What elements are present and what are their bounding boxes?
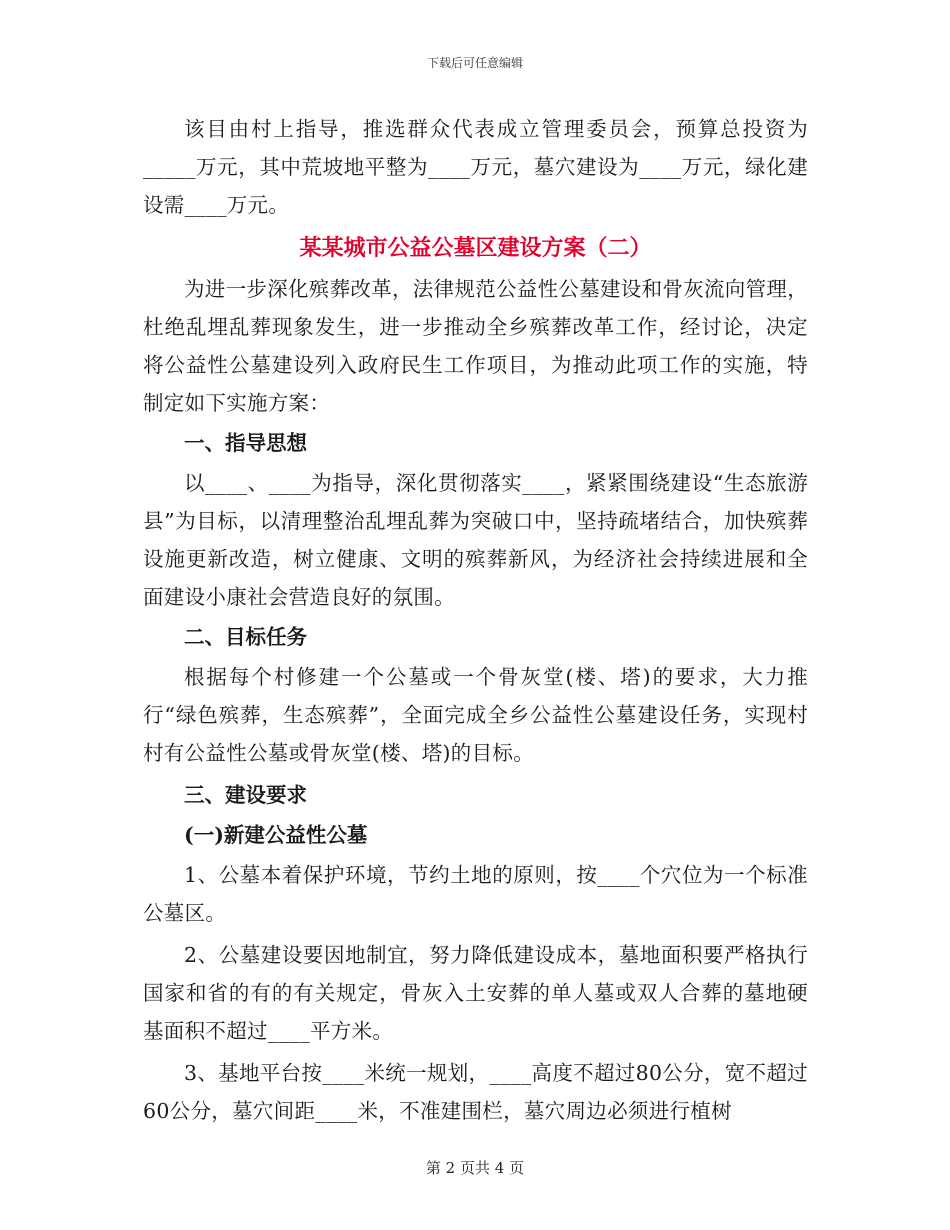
page-header: 下载后可任意编辑 <box>426 56 523 70</box>
list-item: 1、公墓本着保护环境，节约土地的原则，按____个穴位为一个标准公墓区。 <box>143 863 808 925</box>
section-body-guiding-ideology: 以____、____为指导，深化贯彻落实____，紧紧围绕建设“生态旅游县”为目标，以清理整治乱埋乱葬为突破口中，坚持疏堵结合，加快殡葬设施更新改造，树立健康、文明的殡葬新风，为经济社会持续进展和全面建设小康社会营造良好的氛围。 <box>143 471 808 609</box>
section-heading-requirements: 三、建设要求 <box>184 783 307 807</box>
intro-paragraph: 该目由村上指导，推选群众代表成立管理委员会，预算总投资为_____万元，其中荒坡地平整为____万元，墓穴建设为____万元，绿化建设需____万元。 <box>143 117 808 217</box>
page-footer: 第 2 页共 4 页 <box>425 1159 525 1177</box>
preface-paragraph: 为进一步深化殡葬改革，法律规范公益性公墓建设和骨灰流向管理，杜绝乱埋乱葬现象发生，进一步推动全乡殡葬改革工作，经讨论，决定将公益性公墓建设列入政府民生工作项目，为推动此项工作的实施，特制定如下实施方案： <box>143 277 808 415</box>
section-heading-objectives: 二、目标任务 <box>184 625 307 649</box>
list-item: 2、公墓建设要因地制宜，努力降低建设成本，墓地面积要严格执行国家和省的有的有关规定，骨灰入土安葬的单人墓或双人合葬的墓地硬基面积不超过____平方米。 <box>143 943 808 1043</box>
subsection-heading-new-cemetery: (一)新建公益性公墓 <box>184 823 368 847</box>
document-title: 某某城市公益公墓区建设方案（二） <box>299 235 652 261</box>
list-item: 3、基地平台按____米统一规划，____高度不超过80公分，宽不超过60公分，墓穴间距____米，不准建围栏，墓穴周边必须进行植树 <box>143 1061 808 1123</box>
section-heading-guiding-ideology: 一、指导思想 <box>184 431 307 455</box>
section-body-objectives: 根据每个村修建一个公墓或一个骨灰堂(楼、塔)的要求，大力推行“绿色殡葬，生态殡葬”，全面完成全乡公益性公墓建设任务，实现村村有公益性公墓或骨灰堂(楼、塔)的目标。 <box>143 665 808 765</box>
document-body <box>143 110 808 1130</box>
